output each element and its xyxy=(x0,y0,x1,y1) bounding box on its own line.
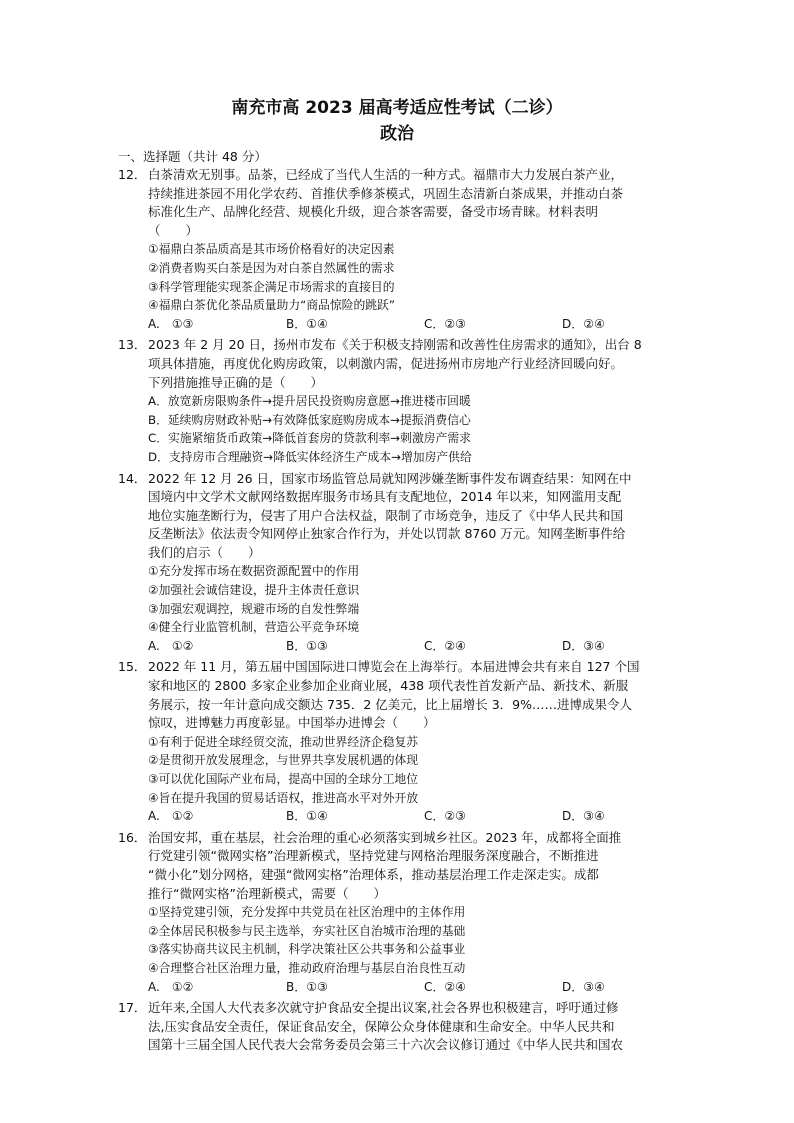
question-stem-line: 持续推进茶园不用化学农药、首推伏季修茶模式，巩固生态清新白茶成果，并推动白茶 xyxy=(148,185,624,201)
subject-title: 政治 xyxy=(380,124,414,144)
question-number: 17． xyxy=(118,1000,147,1016)
answer-choice: D．③④ xyxy=(562,809,605,824)
question-option: ④福鼎白茶优化茶品质量助力“商品惊险的跳跃” xyxy=(148,298,395,313)
question-option: ③科学管理能实现茶企满足市场需求的直接目的 xyxy=(148,279,395,294)
answer-choice: D．③④ xyxy=(562,979,605,994)
question-option: B．延续购房财政补贴→有效降低家庭购房成本→提振消费信心 xyxy=(148,412,471,427)
answer-choice: C．②④ xyxy=(424,638,466,653)
question-option: ②全体居民积极参与民主选举，夯实社区自治城市治理的基础 xyxy=(148,923,466,938)
question-stem-line: 行党建引领“微网实格”治理新模式，坚持党建与网格治理服务深度融合，不断推进 xyxy=(148,848,599,864)
question-body xyxy=(148,166,684,333)
question-12 xyxy=(118,166,684,333)
question-stem-line: 务展示，按一年计意向成交额达 735．2 亿美元，比上届增长 3．9%……进博成果令人 xyxy=(148,696,633,712)
answer-choice: A. ①② xyxy=(148,638,194,653)
question-option: ④健全行业监管机制，营造公平竞争环境 xyxy=(148,620,360,635)
question-stem-line: 下列措施推导正确的是（ ） xyxy=(148,374,324,390)
answer-choices xyxy=(148,807,684,826)
question-15 xyxy=(118,658,684,825)
question-option: ④旨在提升我国的贸易话语权，推进高水平对外开放 xyxy=(148,790,419,805)
question-option: ③落实协商共议民主机制，科学决策社区公共事务和公益事业 xyxy=(148,942,466,957)
answer-choice: B．①③ xyxy=(286,979,328,994)
answer-choice: C．②③ xyxy=(424,809,466,824)
answer-choices xyxy=(148,315,684,334)
answer-choice: D．③④ xyxy=(562,638,605,653)
question-option: ③可以优化国际产业布局，提高中国的全球分工地位 xyxy=(148,772,419,786)
question-option: ②消费者购买白茶是因为对白茶自然属性的需求 xyxy=(148,260,395,275)
question-14 xyxy=(118,470,684,656)
question-body xyxy=(148,470,684,656)
question-option: ①有利于促进全球经贸交流，推动世界经济企稳复苏 xyxy=(148,734,419,749)
question-stem-line: 惊叹，进博魅力再度彰显。中国举办进博会（ ） xyxy=(148,715,436,731)
question-13 xyxy=(118,336,684,466)
question-option: ②加强社会诚信建设，提升主体责任意识 xyxy=(148,583,360,598)
question-number: 13． xyxy=(118,337,147,353)
section-heading: 一、选择题（共计 48 分） xyxy=(118,149,267,164)
question-stem-line: 2022 年 11 月，第五届中国国际进口博览会在上海举行。本届进博会共有来自 127 个国 xyxy=(148,659,640,675)
question-stem-line: 法,压实食品安全责任，保证食品安全，保障公众身体健康和生命安全。中华人民共和 xyxy=(148,1018,615,1034)
question-stem-line: 近年来,全国人大代表多次就守护食品安全提出议案,社会各界也积极建言，呼吁通过修 xyxy=(148,1000,619,1016)
question-option: C．实施紧缩货币政策→降低首套房的贷款利率→刺激房产需求 xyxy=(148,431,471,446)
question-option: ②是贯彻开放发展理念，与世界共享发展机遇的体现 xyxy=(148,753,419,768)
question-number: 16． xyxy=(118,829,147,845)
question-option: ①福鼎白茶品质高是其市场价格看好的决定因素 xyxy=(148,242,395,257)
question-body xyxy=(148,999,684,1055)
question-stem-line: 推行“微网实格”治理新模式，需要（ ） xyxy=(148,885,386,901)
question-stem-line: 家和地区的 2800 多家企业参加企业商业展，438 项代表性首发新产品、新技术、新服 xyxy=(148,678,629,694)
question-stem-line: 白茶清欢无别事。品茶，已经成了当代人生活的一种方式。福鼎市大力发展白茶产业， xyxy=(148,167,624,182)
question-option: ①坚持党建引领，充分发挥中共党员在社区治理中的主体作用 xyxy=(148,905,466,920)
question-stem-line: 2023 年 2 月 20 日，扬州市发布《关于积极支持刚需和改善性住房需求的通知》，出台 8 xyxy=(148,337,642,353)
question-stem-line: “微小化”划分网格，建强“微网实格”治理体系，推动基层治理工作走深走实。成都 xyxy=(148,866,599,882)
question-stem-line: 标准化生产、品牌化经营、规模化升级，迎合茶客需要，备受市场青睐。材料表明 xyxy=(148,204,599,220)
question-stem-line: 反垄断法》依法责令知网停止独家合作行为，并处以罚款 8760 万元。知网垄断事件给 xyxy=(148,526,626,542)
question-stem-line: 国境内中文学术文献网络数据库服务市场具有支配地位，2014 年以来，知网滥用支配 xyxy=(148,489,622,505)
question-stem-line: 我们的启示（ ） xyxy=(148,544,261,560)
question-number: 12． xyxy=(118,167,147,182)
question-number: 15． xyxy=(118,659,147,675)
question-list xyxy=(118,166,684,1058)
answer-choice: A. ①② xyxy=(148,979,194,994)
question-option: ④合理整合社区治理力量，推动政府治理与基层自治良性互动 xyxy=(148,960,466,975)
question-number: 14． xyxy=(118,470,147,486)
question-stem-line: 项具体措施，再度优化购房政策，以刺激内需，促进扬州市房地产行业经济回暖向好。 xyxy=(148,355,624,371)
answer-choice: B．①④ xyxy=(286,809,328,824)
answer-choice: B．①④ xyxy=(286,316,328,331)
question-stem-line: 国第十三届全国人民代表大会常务委员会第三十六次会议修订通过《中华人民共和国农 xyxy=(148,1037,624,1053)
answer-choices xyxy=(148,637,684,656)
question-option: A．放宽新房限购条件→提升居民投资购房意愿→推进楼市回暖 xyxy=(148,394,471,409)
answer-choice: C．②④ xyxy=(424,979,466,994)
exam-title: 南充市高 2023 届高考适应性考试（二诊） xyxy=(231,98,563,118)
question-stem-line: （ ） xyxy=(148,222,199,238)
answer-choices xyxy=(148,978,684,997)
question-option: ①充分发挥市场在数据资源配置中的作用 xyxy=(148,564,360,579)
answer-choice: D．②④ xyxy=(562,316,605,331)
question-option: D．支持房市合理融资→降低实体经济生产成本→增加房产供给 xyxy=(148,449,472,464)
answer-choice: A. ①② xyxy=(148,809,194,824)
question-stem-line: 2022 年 12 月 26 日，国家市场监管总局就知网涉嫌垄断事件发布调查结果：知网在中 xyxy=(148,470,632,486)
question-17 xyxy=(118,999,684,1055)
question-body xyxy=(148,336,684,466)
answer-choice: C．②③ xyxy=(424,316,466,331)
question-body xyxy=(148,829,684,996)
question-option: ③加强宏观调控，规避市场的自发性弊端 xyxy=(148,601,360,616)
question-stem-line: 地位实施垄断行为，侵害了用户合法权益，限制了市场竞争，违反了《中华人民共和国 xyxy=(148,507,624,523)
answer-choice: B．①③ xyxy=(286,638,328,653)
answer-choice: A. ①③ xyxy=(148,316,194,331)
question-body xyxy=(148,658,684,825)
question-16 xyxy=(118,829,684,996)
question-stem-line: 治国安邦，重在基层，社会治理的重心必须落实到城乡社区。2023 年，成都将全面推 xyxy=(148,829,622,845)
